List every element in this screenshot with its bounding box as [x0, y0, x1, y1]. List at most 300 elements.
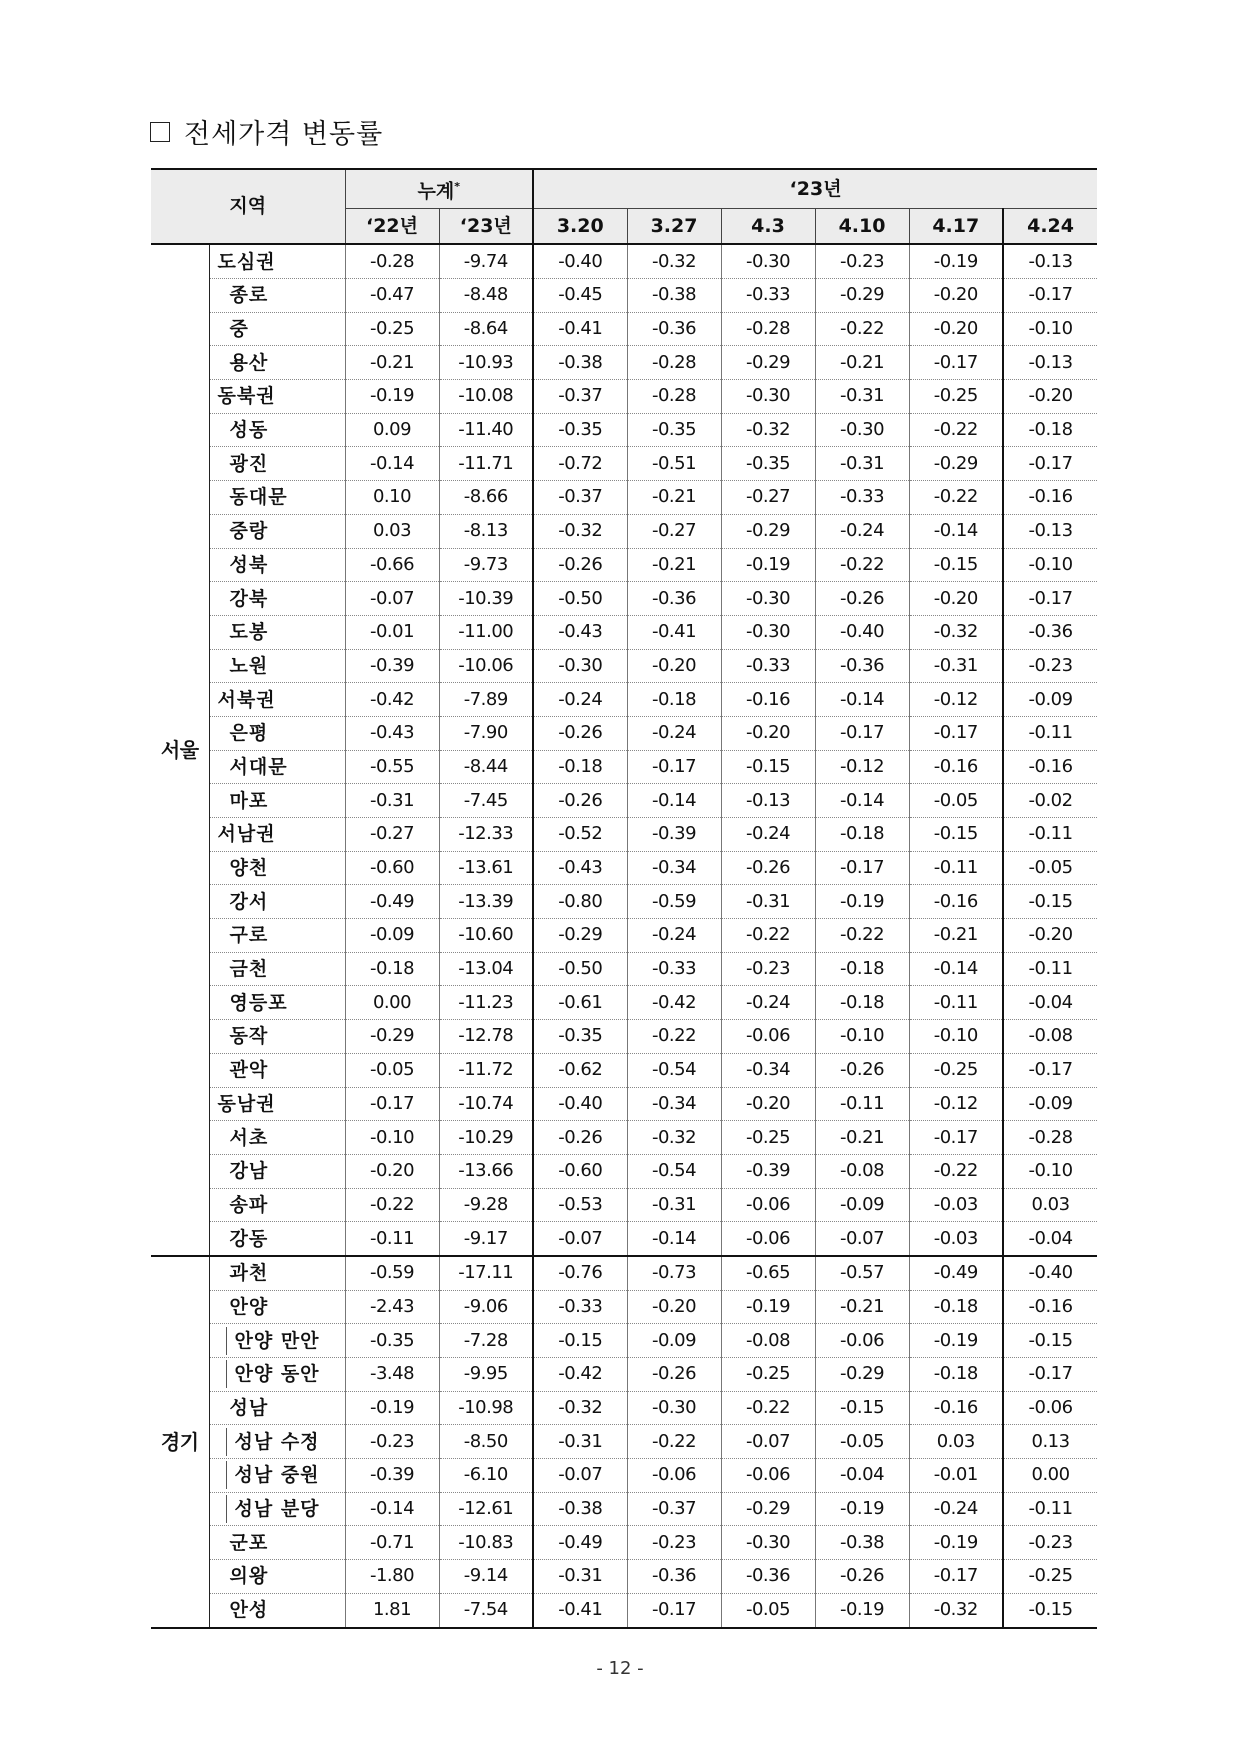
value-cell: -0.16	[909, 885, 1003, 919]
table-row	[151, 885, 1097, 919]
value-cell: -0.12	[909, 683, 1003, 717]
value-cell: -0.19	[721, 1290, 815, 1324]
value-cell: -0.65	[721, 1256, 815, 1290]
value-cell: -0.33	[815, 481, 909, 515]
value-cell: -0.43	[345, 716, 439, 750]
checkbox-square-icon	[150, 122, 170, 142]
table-row	[151, 1053, 1097, 1087]
value-cell: -0.30	[721, 380, 815, 414]
value-cell: -0.34	[627, 1087, 721, 1121]
district-name: 서초	[209, 1121, 345, 1155]
value-cell: -0.60	[533, 1154, 627, 1188]
district-name: 성동	[209, 413, 345, 447]
value-cell: -0.35	[533, 1020, 627, 1054]
value-cell: -9.74	[439, 244, 533, 278]
table-row	[151, 952, 1097, 986]
value-cell: -0.50	[533, 582, 627, 616]
value-cell: -0.66	[345, 548, 439, 582]
value-cell: -0.59	[345, 1256, 439, 1290]
district-name	[209, 1425, 345, 1459]
district-name	[209, 1492, 345, 1526]
value-cell: -0.20	[721, 1087, 815, 1121]
district-name: 종로	[209, 279, 345, 313]
value-cell: 1.81	[345, 1593, 439, 1627]
value-cell: -7.54	[439, 1593, 533, 1627]
district-name: 군포	[209, 1526, 345, 1560]
page-title	[150, 112, 383, 151]
value-cell: -0.05	[345, 1053, 439, 1087]
header-col-date: 4.10	[815, 209, 909, 245]
value-cell: -0.31	[815, 447, 909, 481]
value-cell: -11.40	[439, 413, 533, 447]
region-label: 서울	[151, 244, 209, 1256]
value-cell: -0.22	[909, 481, 1003, 515]
value-cell: -0.29	[815, 1358, 909, 1392]
table-row	[151, 514, 1097, 548]
value-cell: -0.16	[1003, 1290, 1097, 1324]
value-cell: -0.40	[1003, 1256, 1097, 1290]
value-cell: -0.23	[627, 1526, 721, 1560]
value-cell: -0.19	[909, 244, 1003, 278]
value-cell: -8.64	[439, 312, 533, 346]
value-cell: -0.17	[627, 1593, 721, 1627]
value-cell: -0.09	[1003, 683, 1097, 717]
value-cell: -0.36	[721, 1560, 815, 1594]
district-name-text: 성남 분당	[226, 1495, 320, 1523]
value-cell: -0.10	[345, 1121, 439, 1155]
value-cell: -0.25	[345, 312, 439, 346]
district-name: 영등포	[209, 986, 345, 1020]
value-cell: -0.10	[1003, 312, 1097, 346]
value-cell: -0.23	[815, 244, 909, 278]
value-cell: 0.00	[345, 986, 439, 1020]
value-cell: -0.17	[1003, 447, 1097, 481]
value-cell: -0.23	[345, 1425, 439, 1459]
header-region: 지역	[151, 169, 345, 244]
value-cell: -0.22	[815, 548, 909, 582]
value-cell: -0.42	[345, 683, 439, 717]
value-cell: -0.26	[815, 1053, 909, 1087]
value-cell: -10.60	[439, 919, 533, 953]
district-name: 성북	[209, 548, 345, 582]
value-cell: -0.11	[815, 1087, 909, 1121]
value-cell: -10.98	[439, 1391, 533, 1425]
table-row	[151, 1391, 1097, 1425]
table-row	[151, 413, 1097, 447]
value-cell: -0.36	[1003, 615, 1097, 649]
value-cell: -0.31	[721, 885, 815, 919]
value-cell: -0.10	[909, 1020, 1003, 1054]
value-cell: -8.48	[439, 279, 533, 313]
value-cell: -0.26	[721, 851, 815, 885]
table-row	[151, 716, 1097, 750]
value-cell: -0.25	[1003, 1560, 1097, 1594]
value-cell: -0.32	[533, 514, 627, 548]
value-cell: -0.19	[815, 1593, 909, 1627]
value-cell: -0.39	[345, 1459, 439, 1493]
district-name: 용산	[209, 346, 345, 380]
value-cell: -0.24	[627, 716, 721, 750]
value-cell: -0.35	[345, 1324, 439, 1358]
value-cell: -0.28	[345, 244, 439, 278]
value-cell: -17.11	[439, 1256, 533, 1290]
value-cell: -0.36	[627, 582, 721, 616]
value-cell: -0.06	[721, 1188, 815, 1222]
district-name: 양천	[209, 851, 345, 885]
value-cell: -0.07	[815, 1222, 909, 1256]
district-name: 동대문	[209, 481, 345, 515]
value-cell: -0.21	[627, 481, 721, 515]
table-row	[151, 1020, 1097, 1054]
header-col-date: 4.24	[1003, 209, 1097, 245]
value-cell: -0.17	[1003, 1358, 1097, 1392]
table-row	[151, 1188, 1097, 1222]
value-cell: -12.33	[439, 818, 533, 852]
value-cell: -9.17	[439, 1222, 533, 1256]
value-cell: -10.08	[439, 380, 533, 414]
value-cell: -0.07	[533, 1222, 627, 1256]
value-cell: -7.45	[439, 784, 533, 818]
district-name: 안성	[209, 1593, 345, 1627]
value-cell: -10.06	[439, 649, 533, 683]
value-cell: -0.18	[1003, 413, 1097, 447]
value-cell: -0.23	[1003, 1526, 1097, 1560]
table-row	[151, 683, 1097, 717]
value-cell: -0.22	[815, 919, 909, 953]
value-cell: -0.18	[533, 750, 627, 784]
value-cell: -0.17	[909, 346, 1003, 380]
value-cell: -0.24	[721, 818, 815, 852]
value-cell: -6.10	[439, 1459, 533, 1493]
value-cell: -0.04	[1003, 1222, 1097, 1256]
header-col-year: ‘23년	[439, 209, 533, 245]
title-text: 전세가격 변동률	[184, 119, 384, 150]
value-cell: -0.72	[533, 447, 627, 481]
value-cell: -0.11	[909, 986, 1003, 1020]
value-cell: -0.06	[721, 1020, 815, 1054]
district-name: 강북	[209, 582, 345, 616]
value-cell: -0.31	[345, 784, 439, 818]
value-cell: -0.38	[533, 1492, 627, 1526]
value-cell: -0.20	[627, 649, 721, 683]
value-cell: -0.21	[345, 346, 439, 380]
value-cell: -0.32	[627, 244, 721, 278]
value-cell: -0.60	[345, 851, 439, 885]
value-cell: -0.11	[1003, 1492, 1097, 1526]
value-cell: -0.05	[815, 1425, 909, 1459]
value-cell: -0.14	[909, 514, 1003, 548]
district-name	[209, 1459, 345, 1493]
value-cell: -0.27	[345, 818, 439, 852]
header-col-year: ‘22년	[345, 209, 439, 245]
district-name: 은평	[209, 716, 345, 750]
value-cell: -0.22	[815, 312, 909, 346]
value-cell: -11.23	[439, 986, 533, 1020]
value-cell: -0.10	[1003, 1154, 1097, 1188]
value-cell: -9.73	[439, 548, 533, 582]
value-cell: -11.72	[439, 1053, 533, 1087]
value-cell: -0.35	[533, 413, 627, 447]
district-name: 중랑	[209, 514, 345, 548]
value-cell: -0.17	[345, 1087, 439, 1121]
district-name: 구로	[209, 919, 345, 953]
table-row	[151, 615, 1097, 649]
value-cell: -0.59	[627, 885, 721, 919]
table-row	[151, 649, 1097, 683]
value-cell: -0.45	[533, 279, 627, 313]
value-cell: -0.20	[909, 582, 1003, 616]
table-row	[151, 279, 1097, 313]
value-cell: -0.19	[815, 885, 909, 919]
value-cell: -0.29	[721, 1492, 815, 1526]
jeonse-price-table	[151, 168, 1097, 1629]
value-cell: -0.21	[627, 548, 721, 582]
table-row	[151, 1492, 1097, 1526]
value-cell: -0.30	[627, 1391, 721, 1425]
value-cell: -0.24	[909, 1492, 1003, 1526]
value-cell: -0.28	[1003, 1121, 1097, 1155]
value-cell: -0.11	[909, 851, 1003, 885]
value-cell: -2.43	[345, 1290, 439, 1324]
value-cell: -9.28	[439, 1188, 533, 1222]
value-cell: -13.61	[439, 851, 533, 885]
value-cell: -0.30	[815, 413, 909, 447]
header-col-date: 3.27	[627, 209, 721, 245]
table-row	[151, 1526, 1097, 1560]
value-cell: -0.17	[909, 1121, 1003, 1155]
value-cell: -0.29	[721, 346, 815, 380]
value-cell: 0.03	[1003, 1188, 1097, 1222]
value-cell: -0.21	[909, 919, 1003, 953]
value-cell: -0.21	[815, 1121, 909, 1155]
value-cell: -0.25	[909, 380, 1003, 414]
value-cell: -0.13	[721, 784, 815, 818]
value-cell: -0.34	[627, 851, 721, 885]
value-cell: -0.21	[815, 1290, 909, 1324]
table-row	[151, 1324, 1097, 1358]
value-cell: -0.22	[627, 1425, 721, 1459]
value-cell: -0.14	[627, 784, 721, 818]
value-cell: -0.13	[1003, 514, 1097, 548]
value-cell: -0.08	[815, 1154, 909, 1188]
district-name: 강동	[209, 1222, 345, 1256]
value-cell: -0.17	[815, 716, 909, 750]
value-cell: -0.10	[815, 1020, 909, 1054]
district-name-text: 안양 만안	[226, 1327, 320, 1355]
value-cell: -0.16	[721, 683, 815, 717]
header-cumulative: 누계*	[345, 169, 533, 209]
value-cell: -0.18	[815, 986, 909, 1020]
value-cell: -3.48	[345, 1358, 439, 1392]
value-cell: -0.18	[815, 818, 909, 852]
value-cell: -0.30	[721, 615, 815, 649]
value-cell: -0.30	[721, 582, 815, 616]
value-cell: -13.04	[439, 952, 533, 986]
value-cell: -0.18	[909, 1358, 1003, 1392]
value-cell: -0.11	[1003, 952, 1097, 986]
value-cell: -0.31	[533, 1560, 627, 1594]
value-cell: -0.16	[1003, 750, 1097, 784]
value-cell: -0.22	[909, 1154, 1003, 1188]
value-cell: -0.04	[1003, 986, 1097, 1020]
value-cell: -0.14	[815, 784, 909, 818]
value-cell: -9.14	[439, 1560, 533, 1594]
value-cell: -0.09	[815, 1188, 909, 1222]
value-cell: -0.26	[533, 1121, 627, 1155]
district-name	[209, 1358, 345, 1392]
table-row	[151, 380, 1097, 414]
value-cell: 0.09	[345, 413, 439, 447]
value-cell: -0.34	[721, 1053, 815, 1087]
district-name: 서대문	[209, 750, 345, 784]
value-cell: -10.74	[439, 1087, 533, 1121]
value-cell: -8.44	[439, 750, 533, 784]
value-cell: -12.78	[439, 1020, 533, 1054]
value-cell: -0.18	[345, 952, 439, 986]
value-cell: -0.54	[627, 1154, 721, 1188]
value-cell: -0.24	[815, 514, 909, 548]
value-cell: -0.37	[627, 1492, 721, 1526]
header-col-date: 3.20	[533, 209, 627, 245]
value-cell: 0.13	[1003, 1425, 1097, 1459]
value-cell: -0.24	[533, 683, 627, 717]
value-cell: -8.66	[439, 481, 533, 515]
value-cell: -0.36	[815, 649, 909, 683]
value-cell: -0.43	[533, 615, 627, 649]
value-cell: -0.07	[533, 1459, 627, 1493]
value-cell: -0.15	[909, 818, 1003, 852]
value-cell: -0.41	[533, 1593, 627, 1627]
table-row	[151, 1087, 1097, 1121]
value-cell: -0.20	[909, 312, 1003, 346]
value-cell: -0.33	[627, 952, 721, 986]
value-cell: -0.37	[533, 481, 627, 515]
value-cell: -0.31	[627, 1188, 721, 1222]
value-cell: -0.12	[909, 1087, 1003, 1121]
value-cell: -1.80	[345, 1560, 439, 1594]
district-name: 도봉	[209, 615, 345, 649]
district-name: 강남	[209, 1154, 345, 1188]
value-cell: -10.83	[439, 1526, 533, 1560]
table-row	[151, 1358, 1097, 1392]
value-cell: -0.22	[345, 1188, 439, 1222]
table-row	[151, 1560, 1097, 1594]
value-cell: -0.36	[627, 312, 721, 346]
value-cell: -0.39	[721, 1154, 815, 1188]
value-cell: -0.49	[345, 885, 439, 919]
header-col-date: 4.17	[909, 209, 1003, 245]
value-cell: -0.42	[627, 986, 721, 1020]
table-row	[151, 851, 1097, 885]
value-cell: -0.76	[533, 1256, 627, 1290]
value-cell: -0.16	[909, 1391, 1003, 1425]
value-cell: -0.30	[721, 1526, 815, 1560]
value-cell: -0.55	[345, 750, 439, 784]
district-name	[209, 1324, 345, 1358]
value-cell: -10.39	[439, 582, 533, 616]
value-cell: -0.20	[721, 716, 815, 750]
table-row	[151, 447, 1097, 481]
table-body	[151, 244, 1097, 1627]
value-cell: -0.14	[627, 1222, 721, 1256]
value-cell: -0.25	[721, 1358, 815, 1392]
value-cell: -11.71	[439, 447, 533, 481]
value-cell: -0.33	[721, 279, 815, 313]
value-cell: -0.14	[815, 683, 909, 717]
value-cell: -0.26	[533, 548, 627, 582]
value-cell: -0.17	[1003, 279, 1097, 313]
district-name: 강서	[209, 885, 345, 919]
value-cell: -0.73	[627, 1256, 721, 1290]
value-cell: -0.54	[627, 1053, 721, 1087]
table-row	[151, 1154, 1097, 1188]
table-row	[151, 244, 1097, 278]
value-cell: -0.41	[627, 615, 721, 649]
value-cell: -0.18	[815, 952, 909, 986]
value-cell: -0.05	[1003, 851, 1097, 885]
value-cell: -0.41	[533, 312, 627, 346]
value-cell: -0.13	[1003, 346, 1097, 380]
value-cell: -0.33	[721, 649, 815, 683]
value-cell: -0.20	[627, 1290, 721, 1324]
value-cell: -0.62	[533, 1053, 627, 1087]
district-name-text: 성남 중원	[226, 1461, 320, 1489]
value-cell: -0.04	[815, 1459, 909, 1493]
value-cell: -0.22	[721, 1391, 815, 1425]
value-cell: -0.40	[533, 1087, 627, 1121]
value-cell: -0.52	[533, 818, 627, 852]
value-cell: -8.50	[439, 1425, 533, 1459]
district-name: 성남	[209, 1391, 345, 1425]
value-cell: -0.28	[721, 312, 815, 346]
table-row	[151, 986, 1097, 1020]
value-cell: -0.19	[909, 1324, 1003, 1358]
value-cell: -0.08	[1003, 1020, 1097, 1054]
value-cell: -0.12	[815, 750, 909, 784]
value-cell: -0.02	[1003, 784, 1097, 818]
value-cell: -0.40	[533, 244, 627, 278]
district-name: 중	[209, 312, 345, 346]
value-cell: -7.28	[439, 1324, 533, 1358]
value-cell: -0.01	[909, 1459, 1003, 1493]
value-cell: -0.30	[533, 649, 627, 683]
table-row	[151, 1459, 1097, 1493]
value-cell: -0.20	[1003, 919, 1097, 953]
value-cell: -0.15	[721, 750, 815, 784]
value-cell: -0.01	[345, 615, 439, 649]
value-cell: -0.06	[627, 1459, 721, 1493]
value-cell: -0.21	[815, 346, 909, 380]
value-cell: -0.11	[345, 1222, 439, 1256]
value-cell: -0.32	[627, 1121, 721, 1155]
value-cell: -0.14	[909, 952, 1003, 986]
value-cell: -0.24	[627, 919, 721, 953]
value-cell: -0.28	[627, 380, 721, 414]
value-cell: -0.50	[533, 952, 627, 986]
value-cell: -0.15	[1003, 885, 1097, 919]
value-cell: -0.03	[909, 1222, 1003, 1256]
district-name: 도심권	[209, 244, 345, 278]
table-row	[151, 919, 1097, 953]
value-cell: -0.32	[909, 615, 1003, 649]
value-cell: -0.38	[533, 346, 627, 380]
value-cell: -0.29	[815, 279, 909, 313]
value-cell: -0.18	[909, 1290, 1003, 1324]
value-cell: -10.93	[439, 346, 533, 380]
value-cell: -0.38	[815, 1526, 909, 1560]
value-cell: -0.19	[815, 1492, 909, 1526]
value-cell: -0.80	[533, 885, 627, 919]
